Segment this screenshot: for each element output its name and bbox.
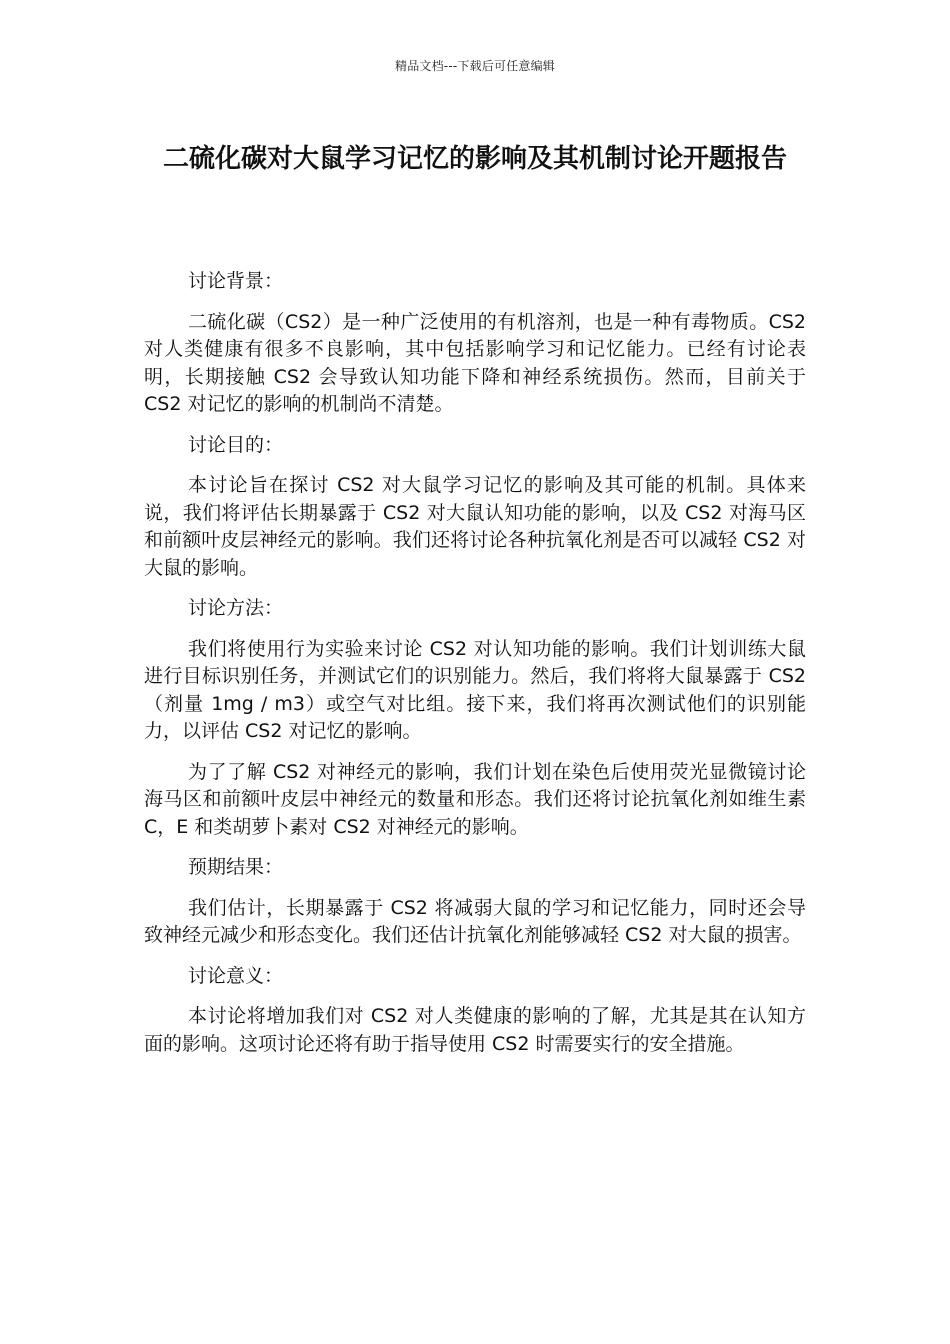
paragraph-methods-1: 我们将使用行为实验来讨论 CS2 对认知功能的影响。我们计划训练大鼠进行目标识别任务，并测试它们的识别能力。然后，我们将将大鼠暴露于 CS2（剂量 1mg / m3）或空气对比组。接下来，我们将再次测试他们的识别能力，以评估 CS2 对记忆的影响。 — [144, 637, 806, 742]
paragraph-significance: 本讨论将增加我们对 CS2 对人类健康的影响的了解，尤其是其在认知方面的影响。这项讨论还将有助于指导使用 CS2 时需要实行的安全措施。 — [144, 1005, 806, 1055]
section-heading-background: 讨论背景： — [188, 270, 284, 292]
section-heading-significance: 讨论意义： — [188, 964, 284, 987]
paragraph-expected: 我们估计，长期暴露于 CS2 将减弱大鼠的学习和记忆能力，同时还会导致神经元减少和形态变化。我们还估计抗氧化剂能够减轻 CS2 对大鼠的损害。 — [144, 896, 806, 946]
paragraph-background: 二硫化碳（CS2）是一种广泛使用的有机溶剂，也是一种有毒物质。CS2 对人类健康有很多不良影响，其中包括影响学习和记忆能力。已经有讨论表明，长期接触 CS2 会导致认知功能下降和神经系统损伤。然而，目前关于 CS2 对记忆的影响的机制尚不清楚。 — [144, 310, 806, 415]
paragraph-methods-2: 为了了解 CS2 对神经元的影响，我们计划在染色后使用荧光显微镜讨论海马区和前额叶皮层中神经元的数量和形态。我们还将讨论抗氧化剂如维生素 C，E 和类胡萝卜素对 CS2 对神经元的影响。 — [144, 760, 806, 838]
header-note: 精品文档---下载后可任意编辑 — [395, 59, 555, 73]
document-title: 二硫化碳对大鼠学习记忆的影响及其机制讨论开题报告 — [162, 144, 787, 174]
section-heading-expected: 预期结果： — [188, 856, 284, 878]
section-heading-purpose: 讨论目的： — [188, 433, 284, 456]
section-heading-methods: 讨论方法： — [188, 597, 284, 619]
document-body — [144, 268, 806, 1071]
paragraph-purpose: 本讨论旨在探讨 CS2 对大鼠学习记忆的影响及其可能的机制。具体来说，我们将评估长期暴露于 CS2 对大鼠认知功能的影响，以及 CS2 对海马区和前额叶皮层神经元的影响。我们还将讨论各种抗氧化剂是否可以减轻 CS2 对大鼠的影响。 — [144, 474, 806, 579]
